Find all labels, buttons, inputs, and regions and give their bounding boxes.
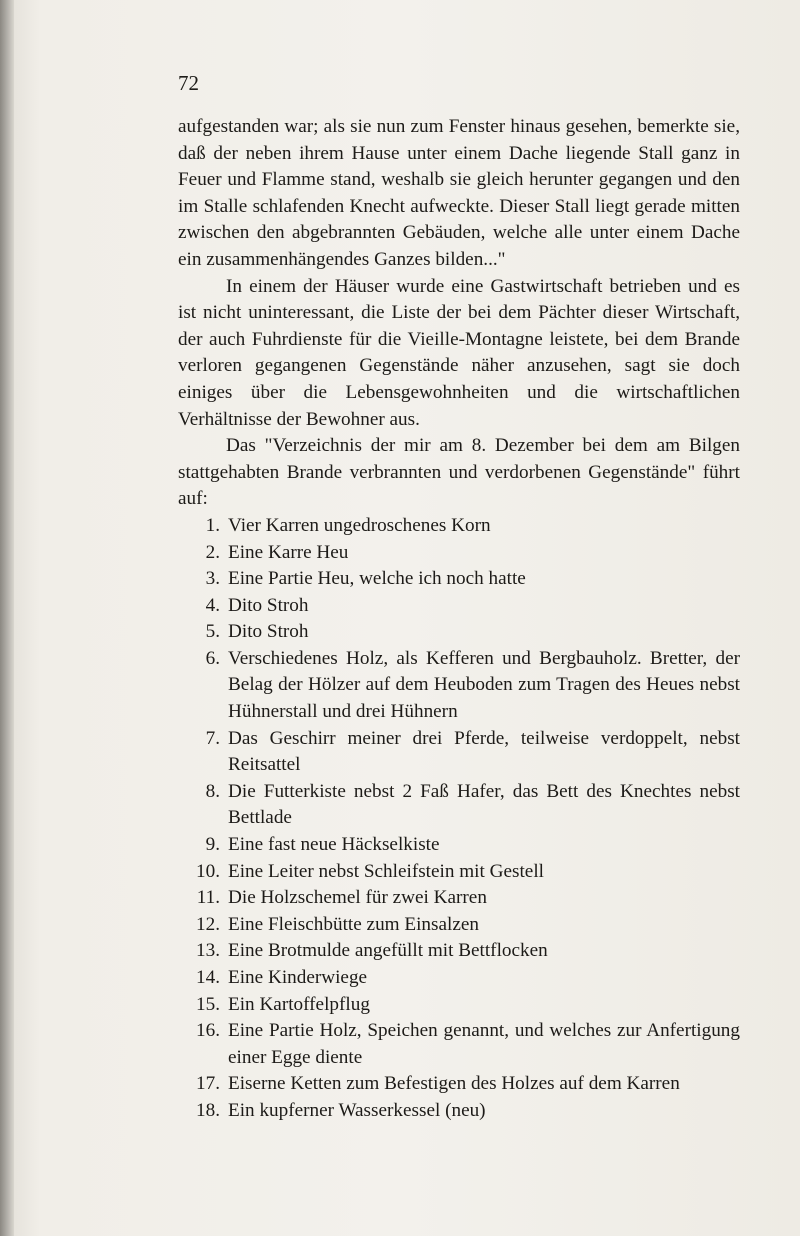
list-item (178, 726, 740, 779)
paragraph-continuation: aufgestanden war; als sie nun zum Fenster hinaus gesehen, bemerkte sie, daß der neben ihrem Hause unter einem Dache liegende Stall ganz in Feuer und Flamme stand, weshalb sie gleich herunter gegangen und den im Stalle schlafenden Knecht aufweckte. Dieser Stall liegt gerade mitten zwischen den abgebrannten Gebäuden, welche alle unter einem Dache ein zusammenhängendes Ganzes bilden..." (178, 116, 740, 270)
list-item-number: 8. (205, 780, 220, 802)
list-item-text: Verschiedenes Holz, als Kefferen und Bergbauholz. Bretter, der Belag der Hölzer auf dem Heuboden zum Tragen des Heues nebst Hühnerstall und drei Hühnern (228, 647, 740, 723)
list-item-number: 17. (196, 1073, 220, 1095)
list-item-number: 5. (205, 621, 220, 643)
page-number: 72 (178, 71, 199, 95)
list-item-number: 1. (205, 514, 220, 536)
list-item (178, 646, 740, 726)
list-item-number: 13. (196, 940, 220, 962)
list-item-text: Das Geschirr meiner drei Pferde, teilweise verdoppelt, nebst Reitsattel (228, 727, 740, 776)
list-item-number: 3. (205, 568, 220, 590)
list-item-number: 16. (196, 1020, 220, 1042)
list-item-number: 11. (196, 887, 220, 909)
list-item-text: Eiserne Ketten zum Befestigen des Holzes auf dem Karren (228, 1073, 680, 1095)
list-item (178, 885, 740, 912)
list-item-text: Dito Stroh (228, 621, 309, 643)
list-item-number: 2. (205, 541, 220, 563)
list-item (178, 832, 740, 859)
list-item-text: Eine Fleischbütte zum Einsalzen (228, 913, 479, 935)
list-item-text: Eine Brotmulde angefüllt mit Bettflocken (228, 940, 548, 962)
list-item-number: 14. (196, 967, 220, 988)
body-text (178, 114, 740, 1125)
list-item-text: Eine Kinderwiege (228, 967, 368, 988)
list-item-text: Die Holzschemel für zwei Karren (228, 887, 487, 909)
list-item-text: Die Futterkiste nebst 2 Faß Hafer, das Bett des Knechtes nebst Bettlade (228, 780, 740, 829)
list-item (178, 912, 740, 939)
list-item (178, 1098, 740, 1125)
list-item-text: Vier Karren ungedroschenes Korn (228, 514, 491, 536)
list-item-text: Eine fast neue Häckselkiste (228, 834, 440, 856)
list-item-text: Eine Karre Heu (228, 541, 349, 563)
list-item-text: Eine Partie Holz, Speichen genannt, und welches zur Anfertigung einer Egge diente (228, 1020, 740, 1068)
item-list (178, 513, 740, 1125)
list-item-text: Dito Stroh (228, 594, 309, 616)
list-item-number: 6. (205, 647, 220, 669)
list-item-text: Eine Partie Heu, welche ich noch hatte (228, 568, 526, 590)
list-item-text: Ein Kartoffelpflug (228, 993, 370, 1015)
paragraph-verzeichnis-intro: Das "Verzeichnis der mir am 8. Dezember bei dem am Bilgen stattgehabten Brande verbrannten und verdorbenen Gegenstände" führt auf: (178, 435, 740, 510)
list-item (178, 593, 740, 620)
list-item (178, 566, 740, 593)
list-item (178, 938, 740, 965)
list-item-text: Ein kupferner Wasserkessel (neu) (228, 1099, 486, 1121)
list-item (178, 1071, 740, 1098)
book-binding-shadow (0, 0, 14, 1236)
list-item (178, 992, 740, 1019)
list-item-number: 12. (196, 913, 220, 935)
list-item (178, 1018, 740, 1071)
list-item-number: 7. (205, 727, 220, 749)
list-item (178, 513, 740, 540)
list-item (178, 859, 740, 886)
paragraph-gastwirtschaft: In einem der Häuser wurde eine Gastwirtschaft betrieben und es ist nicht uninteressant, die Liste der bei dem Pächter dieser Wirtschaft, der auch Fuhrdienste für die Vieille-Montagne leistete, bei dem Brande verloren gegangenen Gegenstände näher anzusehen, sagt sie doch einiges über die Lebensgewohnheiten und die wirtschaftlichen Verhältnisse der Bewohner aus. (178, 275, 740, 430)
list-item-number: 9. (205, 834, 220, 856)
list-item-number: 18. (196, 1099, 220, 1121)
list-item-text: Eine Leiter nebst Schleifstein mit Gestell (228, 860, 544, 882)
list-item-number: 4. (205, 594, 220, 616)
list-item (178, 965, 740, 992)
list-item (178, 779, 740, 832)
list-item (178, 619, 740, 646)
list-item-number: 10. (196, 860, 220, 882)
list-item (178, 540, 740, 567)
list-item-number: 15. (196, 993, 220, 1015)
